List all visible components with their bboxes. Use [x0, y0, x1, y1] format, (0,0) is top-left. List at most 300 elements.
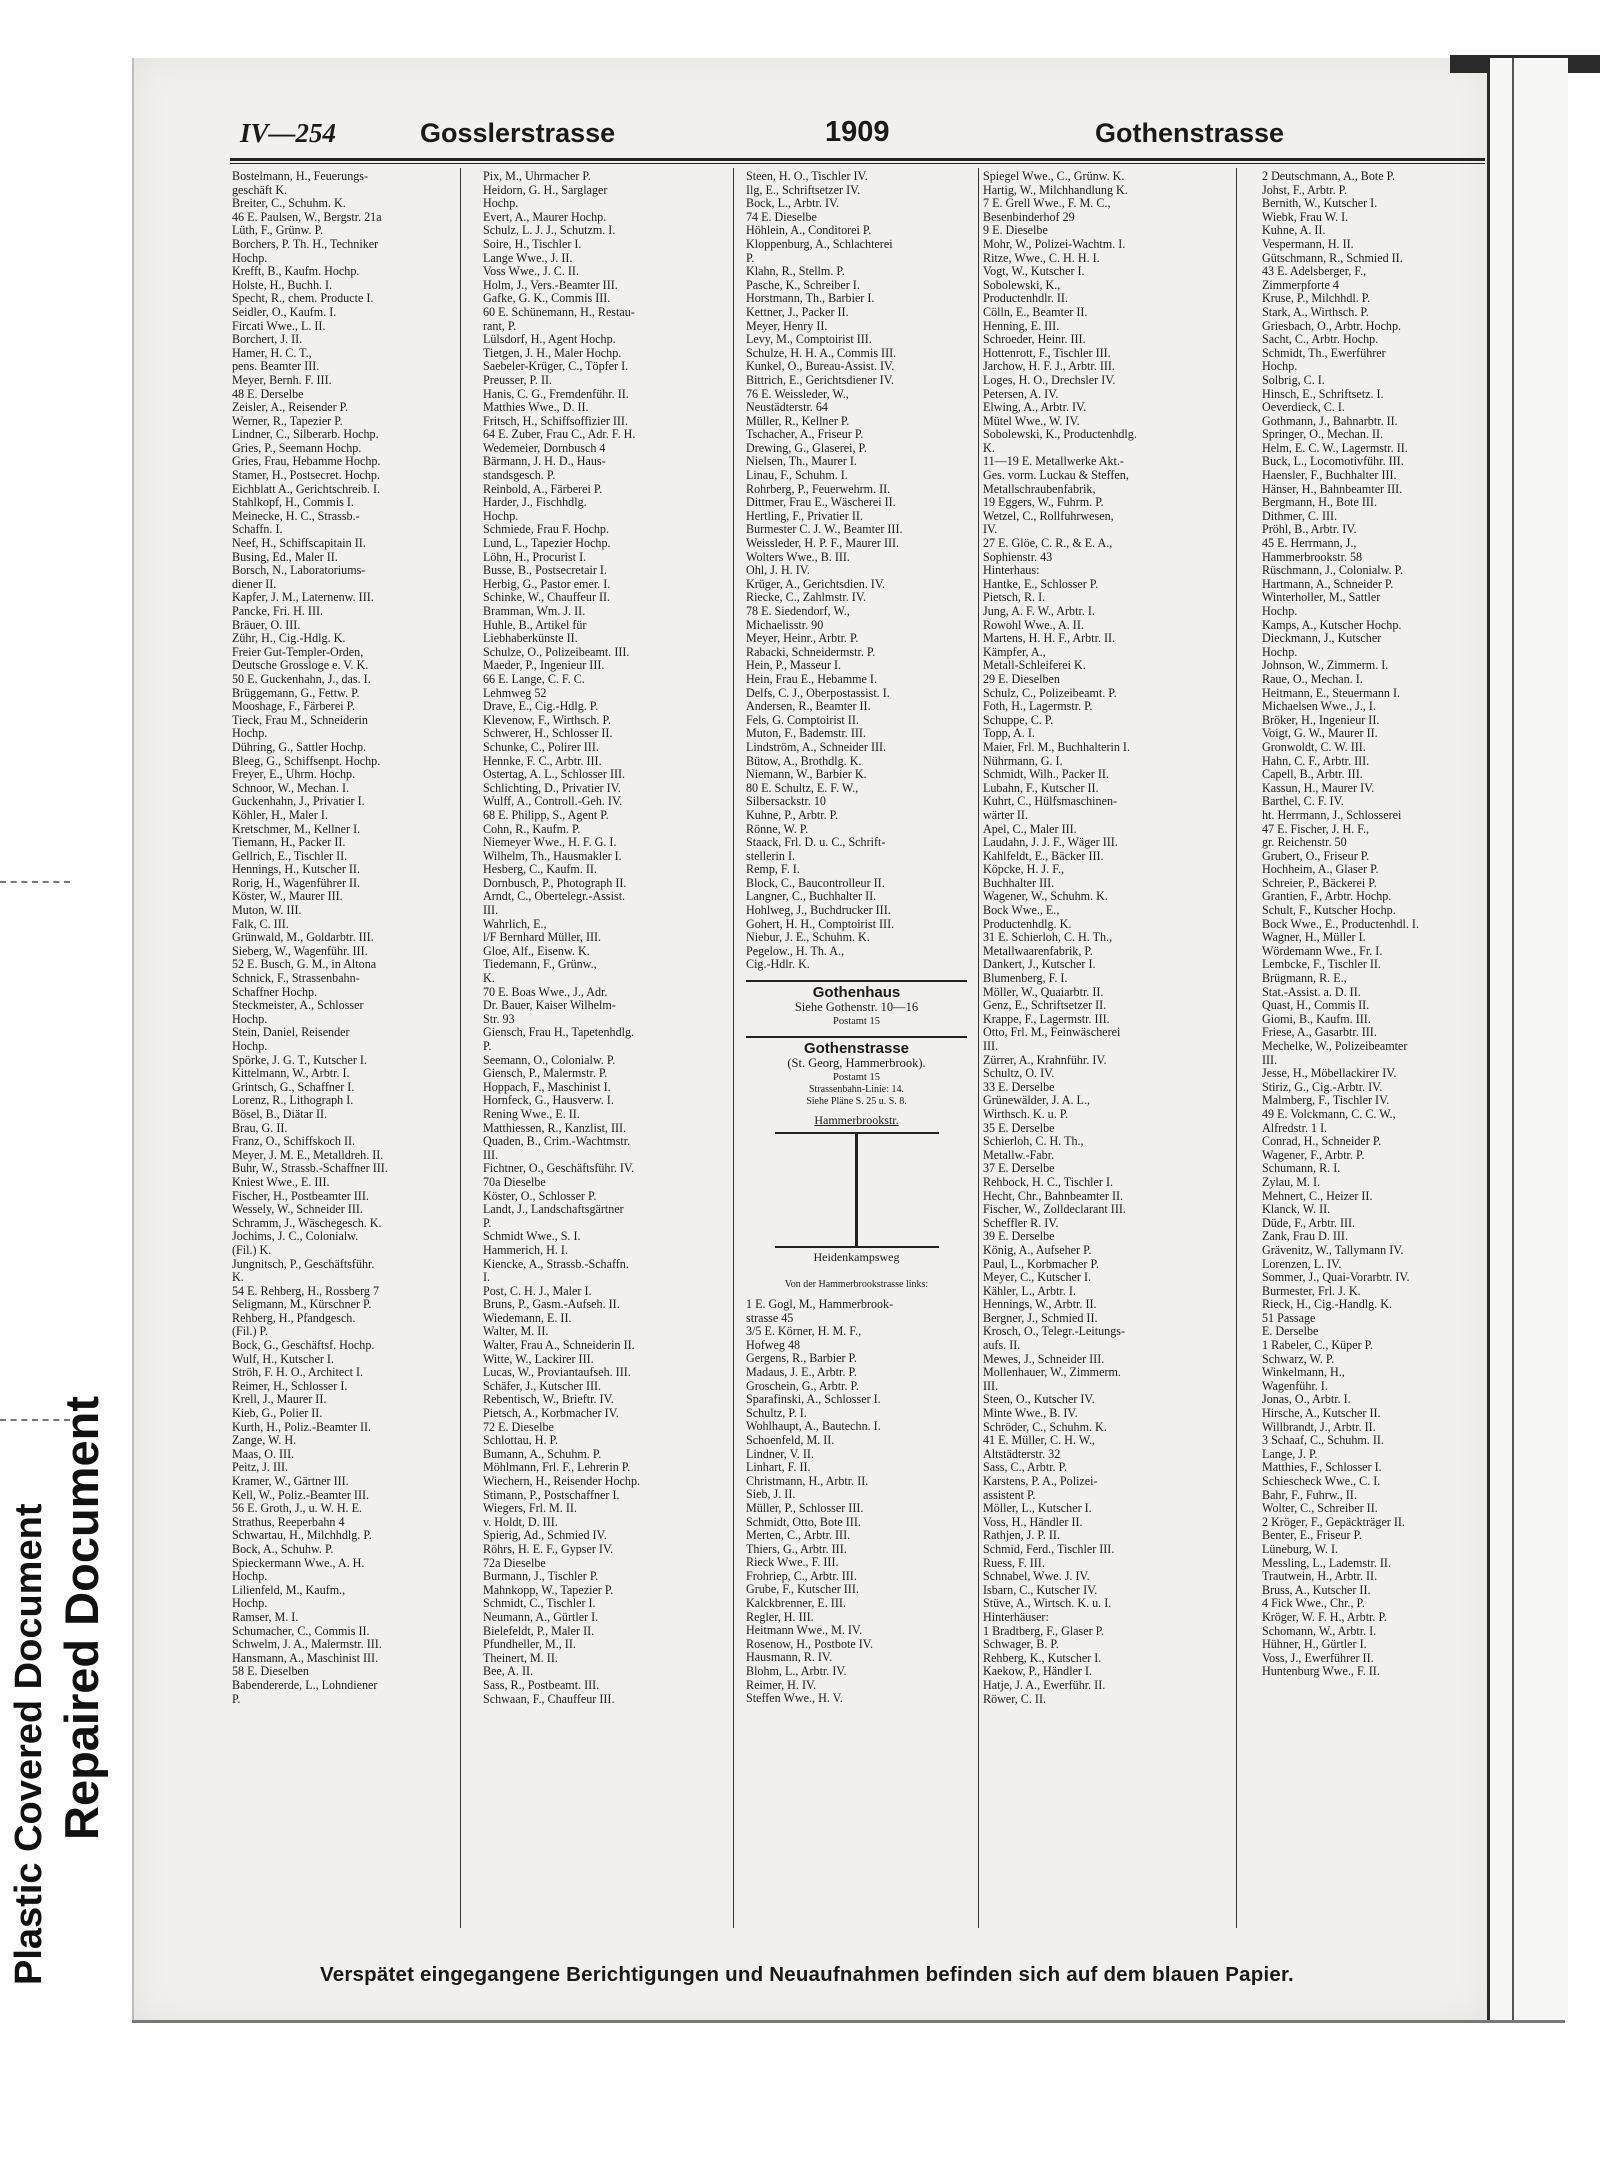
directory-entry: Solbrig, C. I. [1262, 373, 1325, 387]
directory-entry: Tieck, Frau M., Schneiderin [232, 713, 368, 727]
directory-entry: Preusser, P. II. [483, 373, 553, 387]
directory-entry: Reimer, H., Schlosser I. [232, 1379, 348, 1393]
directory-entry: Saebeler-Krüger, C., Töpfer I. [483, 360, 629, 374]
directory-entry: Deutsche Grossloge e. V. K. [232, 659, 369, 673]
directory-entry: Pegelow., H. Th. A., [746, 944, 845, 958]
directory-entry: Wolters Wwe., B. III. [746, 550, 850, 564]
directory-entry: Matthiessen, R., Kanzlist, III. [483, 1121, 627, 1135]
street-district: (St. Georg, Hammerbrook). [787, 1055, 926, 1070]
directory-entry: Bergner, J., Schmied II. [983, 1311, 1098, 1325]
directory-entry: Muton, F., Bademstr. III. [746, 727, 866, 741]
directory-entry: Cig.-Hdlr. K. [746, 958, 810, 972]
directory-entry: Ilg, E., Schriftsetzer IV. [746, 183, 861, 197]
directory-entry: E. Derselbe [1262, 1325, 1319, 1339]
page-header [240, 114, 1485, 154]
directory-entry: Raue, O., Mechan. I. [1262, 672, 1363, 686]
directory-entry: Merten, C., Arbtr. III. [746, 1529, 851, 1543]
directory-entry: Kniest Wwe., E. III. [232, 1175, 330, 1189]
directory-entry: Zürrer, A., Krahnführ. IV. [983, 1053, 1107, 1067]
directory-entry: Drewing, G., Glaserei, P. [746, 441, 867, 455]
directory-entry: Grube, F., Kutscher III. [746, 1583, 859, 1597]
directory-entry: Rathjen, J. P. II. [983, 1529, 1060, 1543]
directory-entry: Pasche, K., Schreiber I. [746, 278, 860, 292]
directory-entry: Griesbach, O., Arbtr. Hochp. [1262, 319, 1402, 333]
directory-entry: Niemann, W., Barbier K. [746, 768, 867, 782]
directory-entry: Bruss, A., Kutscher II. [1262, 1583, 1371, 1597]
directory-entry: Schröder, C., Schuhm. K. [983, 1420, 1107, 1434]
directory-entry: Landt, J., Landschaftsgärtner [483, 1203, 624, 1217]
directory-entry: Langner, C., Buchhalter II. [746, 890, 877, 904]
directory-entry: Jesse, H., Möbellackirer IV. [1262, 1067, 1397, 1081]
directory-entry: v. Holdt, D. III. [483, 1515, 558, 1529]
directory-entry: Jochims, J. C., Colonialw. [232, 1230, 359, 1244]
directory-entry: Besenbinderhof 29 [983, 210, 1075, 224]
directory-entry: Steen, O., Kutscher IV. [983, 1393, 1095, 1407]
directory-entry: Altstädterstr. 32 [983, 1447, 1061, 1461]
directory-entry: Levy, M., Comptoirist III. [746, 333, 872, 347]
directory-entry: Grävenitz, W., Tallymann IV. [1262, 1243, 1404, 1257]
directory-entry: Strathus, Reeperbahn 4 [232, 1515, 345, 1529]
directory-entry: Kell, W., Poliz.-Beamter III. [232, 1488, 370, 1502]
directory-entry: Schwartau, H., Milchhdlg. P. [232, 1529, 372, 1543]
directory-entry: Kuhne, A. II. [1262, 224, 1326, 238]
directory-entry: Stiriz, G., Cig.-Arbtr. IV. [1262, 1080, 1383, 1094]
directory-entry: Hamer, H. C. T., [232, 346, 312, 360]
directory-entry: Kahlfeldt, E., Bäcker III. [983, 849, 1104, 863]
directory-entry: Schroeder, Heinr. III. [983, 333, 1086, 347]
directory-entry: Burmann, J., Tischler P. [483, 1570, 599, 1584]
directory-entry: Krüger, A., Gerichtsdien. IV. [746, 577, 886, 591]
directory-entry: Dühring, G., Sattler Hochp. [232, 740, 367, 754]
column-2 [483, 170, 704, 1920]
directory-entry: III. [483, 904, 499, 918]
directory-entry: Kloppenburg, A., Schlachterei [746, 237, 893, 251]
directory-entry: Zank, Frau D. III. [1262, 1230, 1348, 1244]
directory-entry: Haensler, F., Buchhalter III. [1262, 469, 1397, 483]
directory-entry: P. [232, 1692, 241, 1706]
directory-entry: Hennke, F. C., Arbtr. III. [483, 754, 602, 768]
directory-entry: Klahn, R., Stellm. P. [746, 265, 845, 279]
directory-entry: Hänser, H., Bahnbeamter III. [1262, 482, 1403, 496]
directory-entry: Hammerich, H. I. [483, 1243, 568, 1257]
directory-entry: Scheffler R. IV. [983, 1216, 1059, 1230]
directory-entry: Christmann, H., Arbtr. II. [746, 1474, 869, 1488]
directory-entry: Bumann, A., Schuhm. P. [483, 1447, 602, 1461]
directory-entry: Schmid, Ferd., Tischler III. [983, 1542, 1115, 1556]
directory-entry: Sobolewski, K., Productenhdlg. [983, 428, 1137, 442]
directory-entry: Lindström, A., Schneider III. [746, 740, 887, 754]
directory-entry: Spiegel Wwe., C., Grünw. K. [983, 170, 1125, 183]
directory-entry: Stimann, P., Postschaffner I. [483, 1488, 620, 1502]
directory-entry: III. [983, 1040, 999, 1053]
directory-entry: Giensch, Frau H., Tapetenhdlg. [483, 1026, 635, 1040]
directory-entry: Wagener, W., Schuhm. K. [983, 890, 1108, 904]
directory-entry: Borchers, P. Th. H., Techniker [232, 237, 379, 251]
directory-entry: Hantke, E., Schlosser P. [983, 577, 1099, 591]
directory-entry: Wirthsch. K. u. P. [983, 1107, 1069, 1121]
directory-entry: assistent P. [983, 1488, 1036, 1502]
directory-entry: Hammerbrookstr. 58 [1262, 550, 1363, 564]
directory-entry: Rehberg, H., Pfandgesch. [232, 1311, 356, 1325]
directory-entry: Oeverdieck, C. I. [1262, 401, 1345, 415]
directory-entry: Kettner, J., Packer II. [746, 305, 849, 319]
directory-entry: Schaffner Hochp. [232, 985, 318, 999]
directory-entry: Köhler, H., Maler I. [232, 808, 328, 822]
directory-entry: Schaffn. I. [232, 523, 283, 537]
column-divider [978, 168, 979, 1928]
directory-entry: P. [483, 1216, 492, 1230]
directory-entry: König, A., Aufseher P. [983, 1243, 1092, 1257]
directory-entry: Apel, C., Maler III. [983, 822, 1077, 836]
directory-entry: Steffen Wwe., H. V. [746, 1692, 843, 1706]
directory-entry: Schuppe, C. P. [983, 713, 1054, 727]
directory-entry: Stark, A., Wirthsch. P. [1262, 305, 1369, 319]
directory-entry: Bock Wwe., E., [983, 904, 1060, 918]
directory-entry: Zeisler, A., Reisender P. [232, 401, 349, 415]
directory-entry: Nielsen, Th., Maurer I. [746, 455, 857, 469]
directory-entry: Rönne, W. P. [746, 822, 809, 836]
directory-entry: Krefft, B., Kaufm. Hochp. [232, 265, 360, 279]
directory-entry: Möller, W., Quaiarbtr. II. [983, 985, 1104, 999]
directory-entry: Fischer, H., Postbeamter III. [232, 1189, 369, 1203]
directory-entry: Sparafinski, A., Schlosser I. [746, 1393, 881, 1407]
directory-entry: Specht, R., chem. Producte I. [232, 292, 374, 306]
directory-entry: Str. 93 [483, 1012, 515, 1026]
directory-entry: Friese, A., Gasarbtr. III. [1262, 1026, 1377, 1040]
directory-entry: Hochp. [232, 1597, 268, 1611]
directory-entry: Muton, W. III. [232, 904, 302, 918]
directory-entry: Wiedemann, E. II. [483, 1311, 572, 1325]
directory-entry: Zange, W. H. [232, 1434, 297, 1448]
directory-entry: (Fil.) K. [232, 1243, 272, 1257]
directory-entry: Dittmer, Frau E., Wäscherei II. [746, 496, 896, 510]
directory-entry: Michaelisstr. 90 [746, 618, 824, 632]
directory-entry: Tietgen, J. H., Maler Hochp. [483, 346, 622, 360]
directory-entry: 11—19 E. Metallwerke Akt.- [983, 455, 1124, 469]
directory-entry: Kretschmer, M., Kellner I. [232, 822, 361, 836]
directory-entry: Metall-Schleiferei K. [983, 659, 1086, 673]
directory-entry: Groschein, G., Arbtr. P. [746, 1379, 859, 1393]
directory-entry: Neef, H., Schiffscapitain II. [232, 537, 366, 551]
directory-entry: Willbrandt, J., Arbtr. II. [1262, 1420, 1376, 1434]
directory-entry: Rorig, H., Wagenführer II. [232, 876, 361, 890]
directory-entry: Arndt, C., Obertelegr.-Assist. [483, 890, 626, 904]
directory-entry: Isbarn, C., Kutscher IV. [983, 1583, 1098, 1597]
directory-entry: Reinbold, A., Färberei P. [483, 482, 603, 496]
directory-entry: Bee, A. II. [483, 1665, 534, 1679]
directory-entry: Quast, H., Commis II. [1262, 999, 1370, 1013]
directory-entry: Mehnert, C., Heizer II. [1262, 1189, 1373, 1203]
directory-entry: Messling, L., Lademstr. II. [1262, 1556, 1391, 1570]
map-label-bottom: Heidenkampsweg [813, 1250, 900, 1265]
directory-entry: Röhrs, H. E. F., Gypser IV. [483, 1542, 614, 1556]
directory-entry: Seligmann, M., Kürschner P. [232, 1298, 372, 1312]
directory-entry: Capell, B., Arbtr. III. [1262, 768, 1363, 782]
directory-entry: Soire, H., Tischler I. [483, 237, 582, 251]
directory-entry: Johst, F., Arbtr. P. [1262, 183, 1348, 197]
directory-entry: Bräuer, O. III. [232, 618, 301, 632]
directory-entry: ht. Herrmann, J., Schlosserei [1262, 808, 1402, 822]
directory-entry: aufs. II. [983, 1339, 1021, 1353]
directory-entry: gr. Reichenstr. 50 [1262, 836, 1347, 850]
directory-entry: 49 E. Volckmann, C. C. W., [1262, 1107, 1396, 1121]
directory-entry: Post, C. H. J., Maler I. [483, 1284, 592, 1298]
directory-entry: Gronwoldt, C. W. III. [1262, 740, 1366, 754]
directory-entry: Bergmann, H., Bote III. [1262, 496, 1377, 510]
directory-entry: Kamps, A., Kutscher Hochp. [1262, 618, 1402, 632]
directory-entry: Hornfeck, G., Hausverw. I. [483, 1094, 614, 1108]
directory-entry: Zylau, M. I. [1262, 1175, 1321, 1189]
directory-entry: 50 E. Guckenhahn, J., das. I. [232, 672, 371, 686]
directory-entry: Hartig, W., Milchhandlung K. [983, 183, 1128, 197]
directory-entry: Bielefeldt, P., Maler II. [483, 1624, 595, 1638]
directory-entry: IV. [983, 523, 998, 537]
directory-entry: 72 E. Dieselbe [483, 1420, 554, 1434]
directory-entry: Mahnkopp, W., Tapezier P. [483, 1583, 614, 1597]
directory-entry: Spierig, Ad., Schmied IV. [483, 1529, 607, 1543]
directory-entry: Hochp. [483, 197, 519, 211]
directory-entry: Lorenz, R., Lithograph I. [232, 1094, 354, 1108]
map-label-top: Hammerbrookstr. [814, 1113, 899, 1128]
directory-entry: 48 E. Derselbe [232, 387, 304, 401]
column-divider [1236, 168, 1237, 1928]
directory-entry: diener II. [232, 577, 277, 591]
directory-entry: 56 E. Groth, J., u. W. H. E. [232, 1502, 363, 1516]
directory-entry: Ruess, F. III. [983, 1556, 1045, 1570]
directory-entry: Rening Wwe., E. II. [483, 1107, 580, 1121]
directory-entry: Harder, J., Fischhdlg. [483, 496, 587, 510]
directory-entry: Steckmeister, A., Schlosser [232, 999, 364, 1013]
directory-entry: Bock Wwe., E., Productenhdl. I. [1262, 917, 1419, 931]
directory-entry: Hinterhäuser: [983, 1610, 1049, 1624]
directory-entry: Brüggemann, G., Fettw. P. [232, 686, 360, 700]
side-label-repaired: Repaired Document [55, 1396, 108, 1840]
directory-entry: 52 E. Busch, G. M., in Altona [232, 958, 377, 972]
directory-entry: Evert, A., Maurer Hochp. [483, 210, 607, 224]
directory-entry: Hesberg, C., Kaufm. II. [483, 863, 597, 877]
directory-entry: Hansmann, A., Maschinist III. [232, 1651, 379, 1665]
directory-entry: Fichtner, O., Geschäftsführ. IV. [483, 1162, 635, 1176]
directory-entry: Malmberg, F., Tischler IV. [1262, 1094, 1390, 1108]
directory-entry: Ohl, J. H. IV. [746, 564, 810, 578]
directory-entry: 39 E. Derselbe [983, 1230, 1055, 1244]
directory-entry: Gohert, H. H., Comptoirist III. [746, 917, 895, 931]
directory-entry: Bärmann, J. H. D., Haus- [483, 455, 606, 469]
directory-entry: Loges, H. O., Drechsler IV. [983, 373, 1116, 387]
directory-entry: Wohlhaupt, A., Bautechn. I. [746, 1420, 881, 1434]
directory-entry: (Fil.) P. [232, 1325, 268, 1339]
directory-entry: Wulf, H., Kutscher I. [232, 1352, 334, 1366]
directory-entry: 43 E. Adelsberger, F., [1262, 265, 1367, 279]
directory-entry: Düde, F., Arbtr. III. [1262, 1216, 1356, 1230]
directory-entry: Müller, R., Kellner P. [746, 414, 850, 428]
directory-entry: Sieberg, W., Wagenführ. III. [232, 944, 368, 958]
directory-entry: Sieb, J. II. [746, 1488, 796, 1502]
directory-entry: Hennings, H., Kutscher II. [232, 863, 360, 877]
directory-entry: 4 Fick Wwe., Chr., P. [1262, 1597, 1365, 1611]
directory-entry: Möhlmann, Frl. F., Lehrerin P. [483, 1461, 631, 1475]
directory-entry: Gries, Frau, Hebamme Hochp. [232, 455, 381, 469]
directory-entry: Alfredstr. 1 I. [1262, 1121, 1328, 1135]
column-3 [746, 170, 967, 1920]
directory-entry: Rebentisch, W., Brieftr. IV. [483, 1393, 614, 1407]
directory-entry: Bleeg, G., Schiffsenpt. Hochp. [232, 754, 381, 768]
directory-entry: Vespermann, H. II. [1262, 237, 1354, 251]
directory-entry: Walter, Frau A., Schneiderin II. [483, 1339, 635, 1353]
directory-entry: Mohr, W., Polizei-Wachtm. I. [983, 237, 1126, 251]
directory-entry: K. [983, 441, 995, 455]
directory-entry: Andersen, R., Beamter II. [746, 700, 871, 714]
directory-entry: Mewes, J., Schneider III. [983, 1352, 1105, 1366]
directory-entry: Müller, P., Schlosser III. [746, 1501, 864, 1515]
directory-entry: 54 E. Rehberg, H., Rossberg 7 [232, 1284, 380, 1298]
tram-line: Strassenbahn-Linie: 14. [809, 1084, 904, 1096]
directory-entry: Dornbusch, P., Photograph II. [483, 876, 627, 890]
directory-entry: Guckenhahn, J., Privatier I. [232, 795, 365, 809]
directory-entry: Köster, W., Maurer III. [232, 890, 343, 904]
directory-entry: Grünwald, M., Goldarbtr. III. [232, 931, 374, 945]
directory-entry: Kaekow, P., Händler I. [983, 1665, 1093, 1679]
directory-entry: Pietsch, R. I. [983, 591, 1046, 605]
directory-entry: Schulz, L. J. J., Schutzm. I. [483, 224, 616, 238]
directory-entry: Lange Wwe., J. II. [483, 251, 573, 265]
directory-entry: Freier Gut-Templer-Orden, [232, 645, 364, 659]
header-right-street: Gothenstrasse [1095, 118, 1285, 148]
directory-entry: Klevenow, F., Wirthsch. P. [483, 713, 611, 727]
directory-entry: Burmester, Frl. J. K. [1262, 1284, 1361, 1298]
directory-entry: Brügmann, R. E., [1262, 972, 1347, 986]
directory-entry: III. [483, 1148, 499, 1162]
directory-entry: Hochp. [232, 251, 268, 265]
directory-entry: Niebur, J. E., Schuhm. K. [746, 931, 870, 945]
directory-entry: Riecke, C., Zahlmstr. IV. [746, 591, 867, 605]
directory-entry: Buchhalter III. [983, 876, 1055, 890]
directory-entry: Schoenfeld, M. II. [746, 1433, 835, 1447]
directory-entry: Werner, R., Tapezier P. [232, 414, 343, 428]
directory-entry: Winkelmann, H., [1262, 1366, 1345, 1380]
directory-entry: Drave, E., Cig.-Hdlg. P. [483, 700, 599, 714]
directory-entry: Gellrich, E., Tischler II. [232, 849, 348, 863]
directory-entry: Martens, H. H. F., Arbtr. II. [983, 632, 1116, 646]
directory-entry: Hatje, J. A., Ewerführ. II. [983, 1678, 1106, 1692]
directory-entry: Voss, J., Ewerführer II. [1262, 1651, 1374, 1665]
directory-entry: Bösel, B., Diätar II. [232, 1107, 328, 1121]
directory-entry: Wiechern, H., Reisender Hochp. [483, 1475, 641, 1488]
directory-entry: Herbig, G., Pastor emer. I. [483, 577, 611, 591]
directory-entry: Liebhaberkünste II. [483, 632, 578, 646]
directory-entry: Kiencke, A., Strassb.-Schaffn. [483, 1257, 629, 1271]
directory-entry: Schwaan, F., Chauffeur III. [483, 1692, 615, 1706]
directory-entry: Kuhrt, C., Hülfsmaschinen- [983, 795, 1118, 809]
directory-entry: Theinert, M. II. [483, 1651, 558, 1665]
directory-entry: 72a Dieselbe [483, 1556, 546, 1570]
directory-entry: Schnabel, Wwe. J. IV. [983, 1570, 1090, 1584]
directory-entry: Seemann, O., Colonialw. P. [483, 1053, 616, 1067]
directory-entry: Sophienstr. 43 [983, 550, 1053, 564]
directory-entry: Seidler, O., Kaufm. I. [232, 305, 337, 319]
directory-entry: P. [746, 251, 755, 265]
directory-entry: Cohn, R., Kaufm. P. [483, 822, 581, 836]
directory-entry: Steen, H. O., Tischler IV. [746, 170, 868, 183]
directory-entry: Madaus, J. E., Arbtr. P. [746, 1365, 857, 1379]
directory-entry: Matthies Wwe., D. II. [483, 401, 589, 415]
directory-entry: Kapfer, J. M., Laternenw. III. [232, 591, 374, 605]
directory-entry: Sobolewski, K., [983, 278, 1061, 292]
directory-entry: Metallwaarenfabrik, P. [983, 944, 1093, 958]
directory-entry: Rohrberg, P., Feuerwehrm. II. [746, 482, 891, 496]
directory-entry: Blohm, L., Arbtr. IV. [746, 1665, 847, 1679]
directory-entry: Hochheim, A., Glaser P. [1262, 863, 1379, 877]
directory-entry: Neumann, A., Gürtler I. [483, 1610, 599, 1624]
directory-entry: Lucas, W., Proviantaufseh. III. [483, 1366, 631, 1380]
directory-entry: Delfs, C. J., Oberpostassist. I. [746, 686, 890, 700]
page-bottom-edge [132, 2020, 1565, 2023]
directory-entry: Dr. Bauer, Kaiser Wilhelm- [483, 999, 616, 1013]
directory-entry: Rieck Wwe., F. III. [746, 1556, 839, 1570]
directory-entry: Hecht, Chr., Bahnbeamter II. [983, 1189, 1124, 1203]
directory-entry: 80 E. Schultz, E. F. W., [746, 781, 859, 795]
directory-entry: Hein, Frau E., Hebamme I. [746, 672, 877, 686]
directory-entry: I. [483, 1271, 491, 1285]
directory-entry: Metallschraubenfabrik, [983, 482, 1096, 496]
directory-entry: 45 E. Herrmann, J., [1262, 537, 1357, 551]
directory-entry: Heidorn, G. H., Sarglager [483, 183, 608, 197]
directory-entry: Gütschmann, R., Schmied II. [1262, 251, 1403, 265]
directory-entry: Mütel Wwe., W. IV. [983, 414, 1080, 428]
directory-entry: Hühner, H., Gürtler I. [1262, 1638, 1367, 1652]
directory-entry: Lembcke, F., Tischler II. [1262, 958, 1381, 972]
directory-entry: Zimmerpforte 4 [1262, 278, 1339, 292]
directory-entry: Block, C., Baucontrolleur II. [746, 876, 885, 890]
directory-entry: Trautwein, H., Arbtr. II. [1262, 1570, 1378, 1584]
directory-entry: Hottenrott, F., Tischler III. [983, 346, 1111, 360]
directory-entry: 9 E. Dieselbe [983, 224, 1048, 238]
directory-entry: III. [983, 1379, 999, 1393]
directory-entry: 76 E. Weissleder, W., [746, 387, 849, 401]
directory-entry: Niemeyer Wwe., H. F. G. I. [483, 836, 617, 850]
directory-entry: Voss Wwe., J. C. II. [483, 265, 579, 279]
directory-entry: Paul, L., Korbmacher P. [983, 1257, 1099, 1271]
directory-entry: Falk, C. III. [232, 917, 289, 931]
directory-entry: Giomi, B., Kaufm. III. [1262, 1012, 1371, 1026]
directory-entry: Foth, H., Lagermstr. P. [983, 700, 1093, 714]
column-divider [733, 168, 734, 1928]
directory-entry: Lindner, V. II. [746, 1447, 814, 1461]
directory-entry: Gergens, R., Barbier P. [746, 1352, 857, 1366]
directory-entry: Bröker, H., Ingenieur II. [1262, 713, 1380, 727]
directory-entry: Schnoor, W., Mechan. I. [232, 781, 350, 795]
directory-entry: Busse, B., Postsecretair I. [483, 564, 607, 578]
column-divider [460, 168, 461, 1928]
directory-entry: Schulze, O., Polizeibeamt. III. [483, 645, 630, 659]
directory-entry: Ostertag, A. L., Schlosser III. [483, 768, 626, 782]
directory-entry: Rowohl Wwe., A. II. [983, 618, 1084, 632]
directory-entry: Wulff, A., Controll.-Geh. IV. [483, 795, 623, 809]
directory-entry: stellerin I. [746, 849, 796, 863]
directory-entry: Meinecke, H. C., Strassb.- [232, 509, 360, 523]
directory-entry: Schumann, R. I. [1262, 1162, 1341, 1176]
directory-entry: Sass, C., Arbtr. P. [983, 1461, 1068, 1475]
directory-entry: Tschacher, A., Friseur P. [746, 428, 864, 442]
directory-entry: Hausmann, R. IV. [746, 1651, 833, 1665]
directory-entry: Benter, E., Friseur P. [1262, 1529, 1362, 1543]
box-title: Gothenhaus [812, 984, 901, 1002]
directory-entry: wärter II. [983, 808, 1028, 822]
directory-entry: Gries, P., Seemann Hochp. [232, 441, 362, 455]
directory-entry: Franz, O., Schiffskoch II. [232, 1135, 356, 1149]
directory-entry: 27 E. Glöe, C. R., & E. A., [983, 537, 1113, 551]
directory-entry: Fischer, W., Zolldeclarant III. [983, 1203, 1126, 1217]
